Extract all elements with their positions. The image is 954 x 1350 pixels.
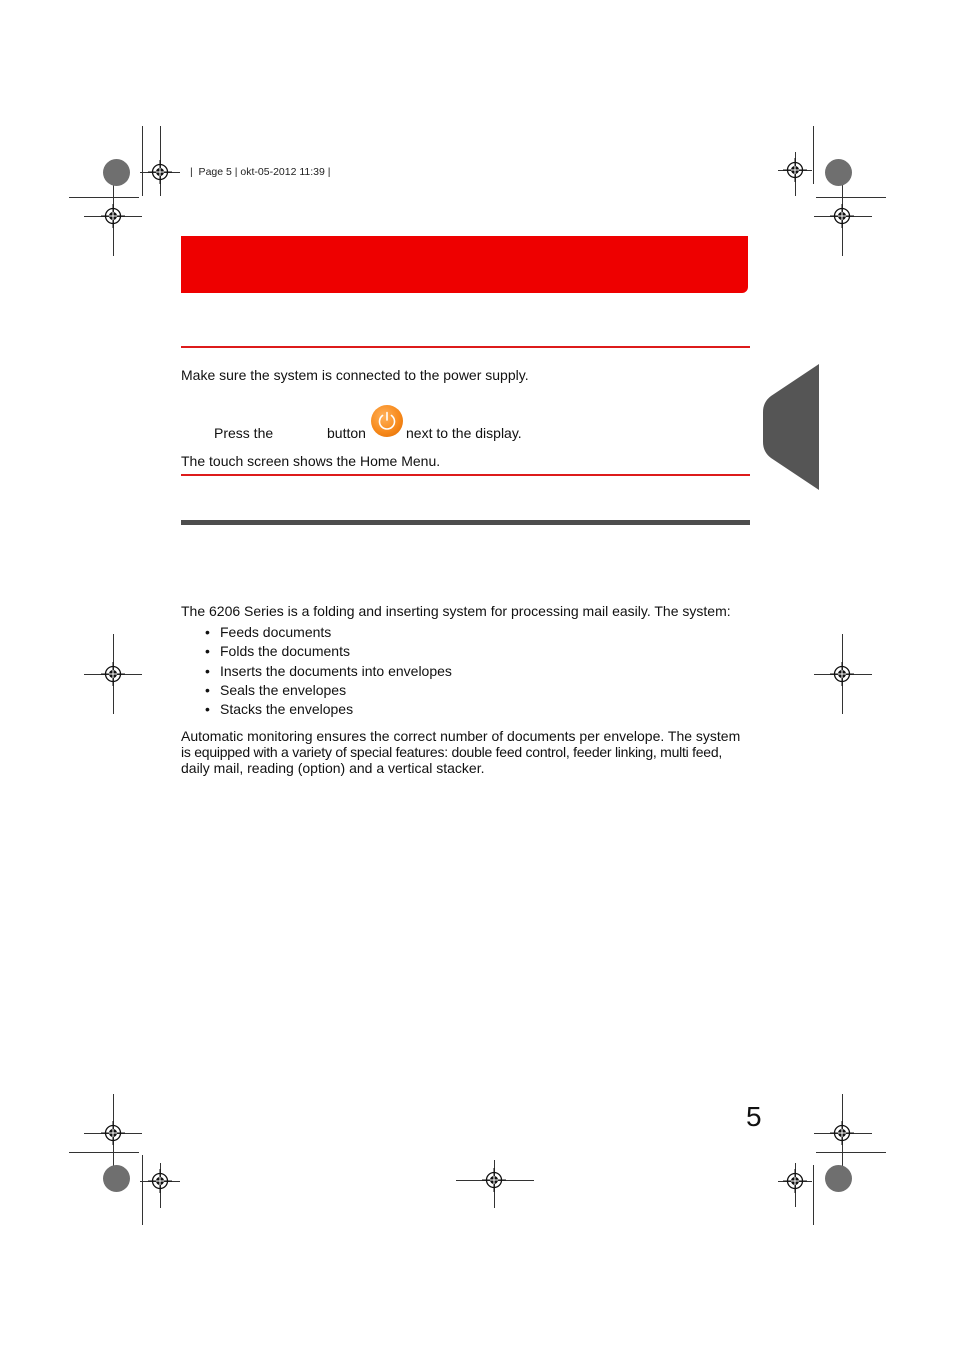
section-rule-top: [181, 346, 750, 348]
list-item: • Inserts the documents into envelopes: [205, 662, 452, 679]
summary-line-2: is equipped with a variety of special features: double feed control, feeder linking, multi feed,: [181, 744, 722, 760]
list-item: • Stacks the envelopes: [205, 701, 354, 718]
registration-dot: [825, 159, 852, 186]
registration-mark-icon: [101, 204, 125, 228]
summary-line-1: Automatic monitoring ensures the correct number of documents per envelope. The system: [181, 728, 741, 744]
page-number: 5: [746, 1101, 762, 1132]
registration-mark-icon: [148, 160, 172, 184]
registration-mark-icon: [101, 662, 125, 686]
chapter-tab: [763, 364, 819, 490]
list-item: • Folds the documents: [205, 643, 350, 660]
list-item: • Seals the envelopes: [205, 681, 347, 698]
registration-mark-icon: [830, 204, 854, 228]
registration-mark-icon: [101, 1121, 125, 1145]
section-rule-bottom: [181, 474, 750, 476]
section-divider: [181, 520, 750, 525]
power-icon: [371, 405, 403, 437]
summary-line-3: daily mail, reading (option) and a vertical stacker.: [181, 760, 485, 776]
intro-text: Make sure the system is connected to the power supply.: [181, 367, 529, 383]
step-press-text: Press the: [214, 425, 274, 441]
registration-mark-icon: [148, 1169, 172, 1193]
registration-mark-icon: [830, 662, 854, 686]
registration-dot: [103, 159, 130, 186]
result-text: The touch screen shows the Home Menu.: [181, 453, 441, 469]
registration-mark-icon: [783, 158, 807, 182]
feature-list: [205, 624, 452, 720]
step-next-text: next to the display.: [406, 425, 522, 441]
power-button[interactable]: [371, 405, 403, 437]
system-intro-text: The 6206 Series is a folding and inserting system for processing mail easily. The system:: [181, 603, 731, 619]
registration-mark-icon: [482, 1168, 506, 1192]
print-slug: | Page 5 | okt-05-2012 11:39 |: [190, 166, 331, 178]
registration-mark-icon: [783, 1169, 807, 1193]
list-item: • Feeds documents: [205, 624, 332, 640]
registration-mark-icon: [830, 1121, 854, 1145]
registration-dot: [103, 1165, 130, 1192]
registration-dot: [825, 1165, 852, 1192]
title-band: [181, 236, 748, 293]
step-button-text: button: [327, 425, 366, 441]
